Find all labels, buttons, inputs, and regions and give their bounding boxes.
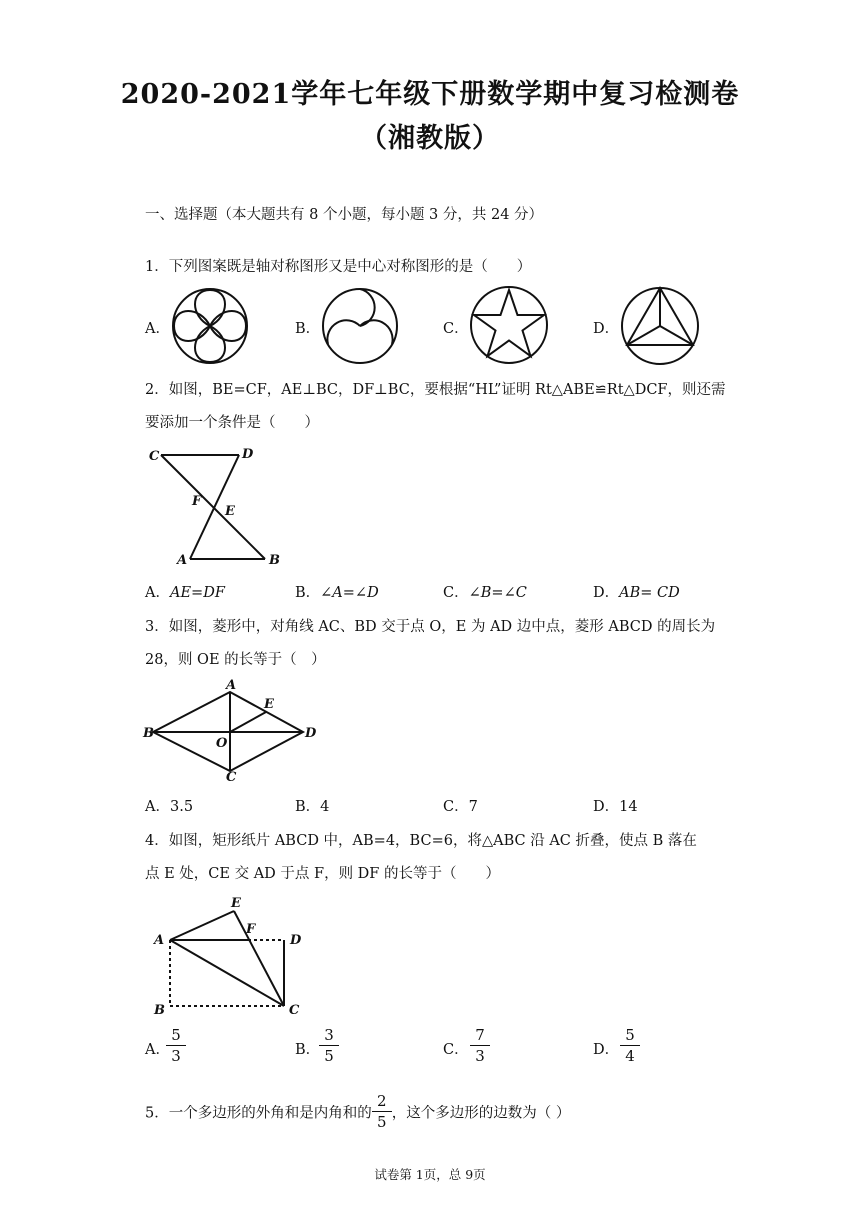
q2-label-d: D [242, 447, 254, 462]
q4-option-d-denominator: 4 [625, 1047, 635, 1065]
q2-option-b [295, 581, 379, 602]
q4-stem-line1: 4．如图，矩形纸片 ABCD 中，AB=4，BC=6，将△ABC 沿 AC 折叠，使点 B 落在 [145, 833, 697, 849]
q2-stem-line1: 2．如图，BE=CF，AE⊥BC，DF⊥BC，要根据“HL”证明 Rt△ABE≌Rt△DCF，则还需 [145, 382, 726, 398]
q4-option-c-fraction [470, 1026, 490, 1065]
fraction-bar [372, 1111, 392, 1112]
q2-option-d [593, 581, 680, 602]
q4-option-b-letter: B． [295, 1042, 321, 1058]
q2-label-f: F [192, 494, 202, 509]
q2-option-a-text: AE=DF [169, 585, 225, 601]
q3-label-o: O [216, 736, 228, 751]
q3-option-b [295, 795, 329, 816]
q2-stem-line2: 要添加一个条件是（ ） [145, 415, 319, 431]
q3-label-e: E [264, 697, 274, 712]
q3-option-c [443, 795, 478, 816]
q1-stem: 1．下列图案既是轴对称图形又是中心对称图形的是（ ） [145, 259, 532, 275]
q2-option-d-text: AB= CD [619, 585, 680, 601]
q3-option-c-letter: C． [443, 799, 469, 815]
q4-label-d: D [290, 933, 302, 948]
q3-label-d: D [305, 726, 317, 741]
q1-option-d-letter: D． [593, 321, 620, 337]
q3-option-b-letter: B． [295, 799, 321, 815]
q1-option-b-figure [320, 286, 400, 366]
q3-option-a-letter: A． [145, 799, 170, 815]
q3-label-c: C [226, 770, 237, 785]
q4-figure [145, 893, 315, 1023]
fraction-bar [470, 1045, 490, 1046]
fraction-bar [319, 1045, 339, 1046]
q3-option-d-letter: D． [593, 799, 620, 815]
q2-option-d-letter: D． [593, 585, 620, 601]
q3-label-a: A [226, 678, 237, 693]
fraction-bar [166, 1045, 186, 1046]
q4-option-a-numerator: 5 [171, 1026, 181, 1044]
q3-label-b: B [143, 726, 154, 741]
q3-option-d-text: 14 [619, 799, 638, 815]
q4-option-b-fraction [319, 1026, 339, 1065]
q2-label-c: C [149, 449, 160, 464]
q4-option-d-numerator: 5 [625, 1026, 635, 1044]
q2-option-a [145, 581, 225, 602]
q2-label-e: E [225, 504, 235, 519]
q1-option-b-letter: B． [295, 321, 321, 337]
q4-option-a-denominator: 3 [171, 1047, 181, 1065]
q4-option-c-numerator: 7 [475, 1026, 485, 1044]
q4-stem-line2: 点 E 处，CE 交 AD 于点 F，则 DF 的长等于（ ） [145, 866, 500, 882]
q2-figure [145, 443, 285, 573]
q2-label-b: B [269, 553, 280, 568]
q1-option-a-letter: A． [145, 321, 170, 337]
q4-label-e: E [231, 896, 241, 911]
exam-subtitle: （湘教版） [360, 123, 500, 154]
q2-option-c-letter: C． [443, 585, 469, 601]
q2-option-b-text: ∠A=∠D [320, 585, 379, 601]
q3-option-d [593, 795, 638, 816]
q2-option-b-letter: B． [295, 585, 321, 601]
q3-option-c-text: 7 [468, 799, 478, 815]
q4-option-d-fraction [620, 1026, 640, 1065]
q5-stem [145, 1094, 570, 1133]
q2-option-c-text: ∠B=∠C [468, 585, 527, 601]
q4-label-f: F [246, 922, 256, 937]
q3-option-a-text: 3.5 [169, 799, 194, 815]
q4-option-a-fraction [166, 1026, 186, 1065]
q2-label-a: A [177, 553, 188, 568]
q2-option-c [443, 581, 527, 602]
page-footer: 试卷第 1页，总 9页 [374, 1167, 486, 1182]
q1-option-a-figure [170, 286, 250, 366]
q1-option-d-figure [619, 285, 701, 367]
fraction-bar [620, 1045, 640, 1046]
q4-label-a: A [154, 933, 165, 948]
q4-option-b-denominator: 5 [324, 1047, 334, 1065]
q4-label-c: C [289, 1003, 300, 1018]
q4-option-d-letter: D． [593, 1042, 620, 1058]
q4-option-b-numerator: 3 [324, 1026, 334, 1044]
q5-denominator: 5 [376, 1113, 387, 1131]
q3-stem-line1: 3．如图，菱形中，对角线 AC、BD 交于点 O，E 为 AD 边中点，菱形 ABCD 的周长为 [145, 619, 716, 635]
q4-option-c-denominator: 3 [475, 1047, 485, 1065]
q2-option-a-letter: A． [145, 585, 170, 601]
q3-option-b-text: 4 [320, 799, 330, 815]
q4-option-c-letter: C． [443, 1042, 469, 1058]
q1-option-c-letter: C． [443, 321, 469, 337]
q5-stem-before: 5．一个多边形的外角和是内角和的 [145, 1105, 372, 1122]
q3-stem-line2: 28，则 OE 的长等于（ ） [145, 652, 326, 668]
q3-option-a [145, 795, 193, 816]
section-heading: 一、选择题（本大题共有 8 个小题，每小题 3 分，共 24 分） [145, 207, 544, 223]
q4-option-a-letter: A． [145, 1042, 170, 1058]
q1-option-c-figure [468, 284, 550, 366]
q4-label-b: B [154, 1003, 165, 1018]
q5-numerator: 2 [376, 1092, 387, 1110]
exam-title: 2020-2021学年七年级下册数学期中复习检测卷 [120, 79, 740, 110]
q3-figure [143, 675, 323, 785]
q5-fraction [372, 1092, 392, 1131]
q5-stem-after: ，这个多边形的边数为（ ） [391, 1105, 571, 1122]
